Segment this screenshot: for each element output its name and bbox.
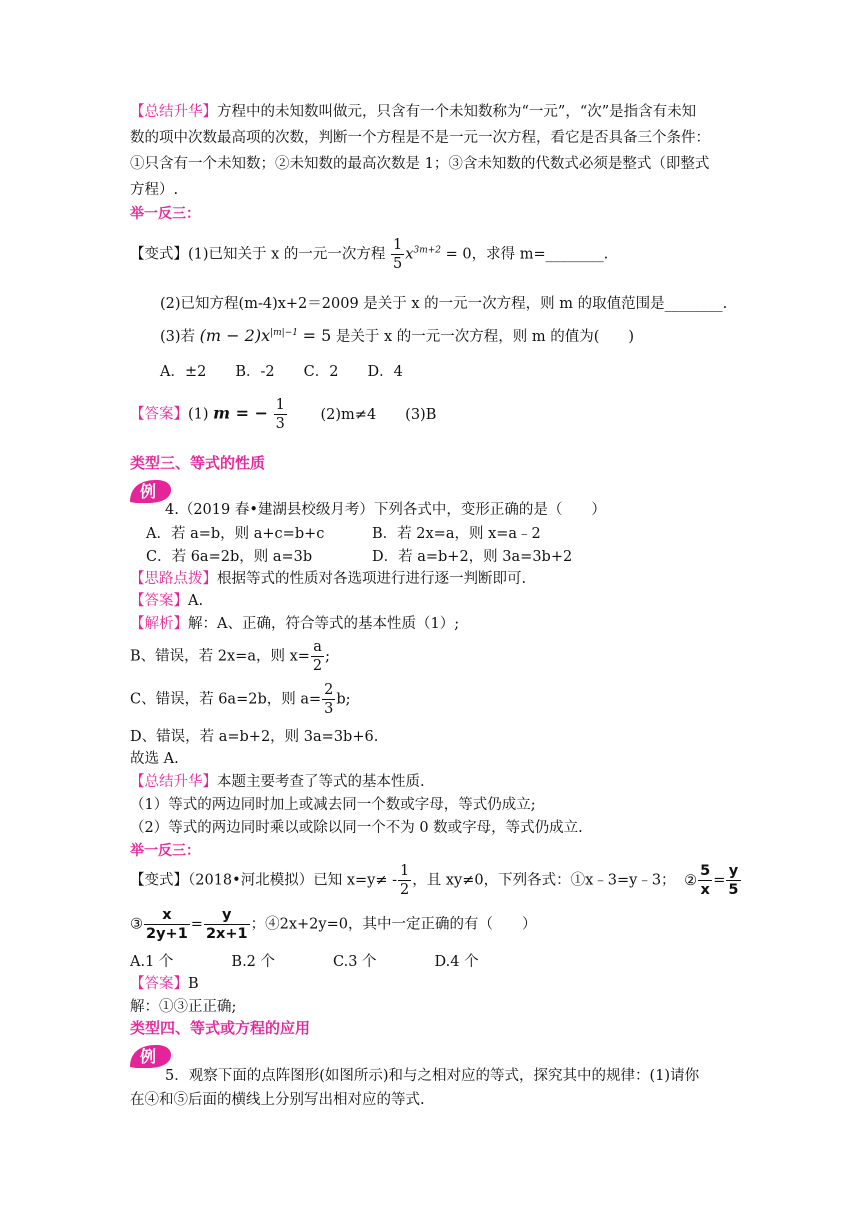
fraction-numerator: x: [144, 908, 190, 925]
answer-rest: (2)m≠4 (3)B: [320, 406, 437, 423]
practice-options: A．±2 B．-2 C．2 D．4: [160, 364, 403, 380]
analysis-tail: b;: [336, 691, 351, 708]
analysis-tag: 【解析】: [130, 616, 188, 632]
question-tail: 是关于 x 的一元一次方程，则 m 的值为( ): [335, 329, 635, 345]
practice2-solution: 解：①③正正确;: [130, 999, 237, 1015]
answer-text: B: [188, 976, 199, 992]
question-text: （2018•河北模拟）已知 x=y≠ -: [188, 872, 397, 889]
math-expression: (m − 2)x: [199, 326, 271, 345]
hint-text: 根据等式的性质对各选项进行进行逐一判断即可.: [217, 571, 527, 587]
analysis-line-b: [130, 640, 330, 673]
fraction: [698, 864, 712, 897]
summary-tag: 【总结升华】: [130, 774, 217, 790]
hint-line: [130, 567, 526, 588]
analysis-line-c: [130, 683, 351, 716]
analysis-line: [130, 612, 459, 633]
practice-heading: 举一反三：: [130, 206, 200, 222]
fraction-denominator: x: [700, 881, 710, 898]
practice-question-3: [160, 325, 634, 346]
practice2-question: 【变式】（2018•河北模拟）已知 x=y≠ - $\frac{1}{2}$ ，且 xy≠0，下列各式：①x﹣3=y﹣3； ② $\frac{5}{x}$ = $\frac{y}{5}$: [130, 863, 739, 898]
practice2-question-cont: ③ $\frac{x}{2y+1}$ = $\frac{y}{2x+1}$ ；④2x+2y=0，其中一定正确的有（ ）: [130, 907, 537, 942]
question-tail: ，求得 m=________.: [471, 246, 609, 263]
analysis-line-d: D、错误，若 a=b+2，则 3a=3b+6.: [130, 729, 379, 745]
answer-line: [130, 589, 203, 610]
example-badge-label: 例: [140, 482, 157, 501]
answer-tag: 【答案】: [130, 406, 188, 423]
section-heading-type4: 类型四、等式或方程的应用: [130, 1019, 311, 1037]
example-badge-label: 例: [140, 1047, 157, 1066]
answer-prefix: (1): [188, 406, 209, 423]
summary-text-3: ①只含有一个未知数；②未知数的最高次数是 1；③含未知数的代数式必须是整式（即整式: [130, 156, 710, 172]
summary-text-4: 方程）.: [130, 182, 179, 198]
answer-tag: 【答案】: [130, 593, 188, 609]
fraction-numerator: 1: [400, 863, 410, 879]
math-exponent: 3m+2: [413, 245, 441, 256]
analysis-text: 解：A、正确，符合等式的基本性质（1）;: [188, 616, 460, 632]
practice2-answer: [130, 972, 199, 993]
fraction-denominator: 5: [393, 255, 403, 272]
rule-2: （2）等式的两边同时乘以或除以同一个不为 0 数或字母，等式仍成立.: [130, 820, 583, 836]
fraction-denominator: 2: [400, 881, 410, 898]
answer-text: A.: [188, 593, 204, 609]
math-expression: m = −: [213, 403, 269, 423]
option-d: D．若 a=b+2，则 3a=3b+2: [372, 549, 573, 565]
summary-text: 本题主要考查了等式的基本性质.: [217, 774, 425, 790]
summary-paragraph-line1: [130, 100, 696, 121]
fraction-denominator: 2y+1: [146, 925, 188, 942]
practice-question-1: [130, 238, 608, 271]
option-b: B．若 2x=a，则 x=a﹣2: [372, 526, 541, 542]
variant-tag: 【变式】: [130, 872, 188, 889]
analysis-tail: ;: [325, 648, 331, 665]
practice-question-2: (2)已知方程(m-4)x+2＝2009 是关于 x 的一元一次方程，则 m 的取值范围是________.: [160, 296, 728, 312]
example-question-line2: 在④和⑤后面的横线上分别写出相对应的等式.: [130, 1092, 425, 1108]
question-tail: ；④2x+2y=0，其中一定正确的有（ ）: [250, 916, 537, 933]
math-variable: x: [405, 246, 414, 263]
fraction: [322, 683, 335, 716]
choose-line: 故选 A.: [130, 751, 179, 767]
option-a: A．若 a=b，则 a+c=b+c: [146, 526, 325, 542]
variant-tag: 【变式】: [130, 246, 188, 263]
rule-1: （1）等式的两边同时加上或减去同一个数或字母，等式仍成立;: [130, 797, 536, 813]
fraction-numerator: 5: [700, 863, 711, 879]
summary-tag: 【总结升华】: [130, 104, 217, 120]
fraction-numerator: 1: [393, 237, 403, 253]
item-2-label: ②: [684, 872, 698, 889]
hint-tag: 【思路点拨】: [130, 571, 217, 587]
practice2-heading: 举一反三：: [130, 843, 200, 859]
fraction-denominator: 2x+1: [205, 925, 248, 942]
fraction: [274, 398, 287, 431]
fraction: [391, 238, 404, 271]
fraction: [144, 908, 190, 941]
analysis-text: B、错误，若 2x=a，则 x=: [130, 648, 310, 665]
fraction-denominator: 5: [728, 881, 739, 898]
fraction: [204, 908, 250, 941]
question-text: (1)已知关于 x 的一元一次方程: [188, 246, 386, 263]
summary-text-1: 方程中的未知数叫做元，只含有一个未知数称为“一元”，“次”是指含有未知: [217, 104, 697, 120]
section-heading-type3: 类型三、等式的性质: [130, 454, 266, 472]
example-question: 4.（2019 春•建湖县校级月考）下列各式中，变形正确的是（ ）: [165, 502, 606, 518]
fraction-denominator: 2: [312, 657, 323, 674]
math-equals: = 5: [302, 326, 332, 345]
math-equals: = 0: [445, 246, 472, 263]
summary-text-2: 数的项中次数最高项的次数，判断一个方程是不是一元一次方程，看它是否具备三个条件：: [130, 130, 710, 146]
answer-tag: 【答案】: [130, 976, 188, 992]
fraction: [311, 640, 324, 673]
item-3-label: ③: [130, 916, 143, 933]
fraction-numerator: 1: [275, 397, 285, 413]
fraction-numerator: y: [204, 908, 250, 925]
option-c: C．若 6a=2b，则 a=3b: [146, 549, 313, 565]
question-text: (3)若: [160, 329, 196, 345]
fraction: [726, 864, 740, 897]
fraction-numerator: y: [726, 864, 740, 881]
fraction-denominator: 3: [275, 415, 285, 432]
summary-line: [130, 770, 425, 791]
fraction-numerator: 2: [324, 682, 334, 698]
fraction-numerator: a: [311, 640, 324, 657]
practice2-options: A.1 个 B.2 个 C.3 个 D.4 个: [130, 954, 479, 970]
analysis-text: C、错误，若 6a=2b，则 a=: [130, 691, 322, 708]
practice-answer: [130, 398, 436, 431]
question-middle: ，且 xy≠0，下列各式：①x﹣3=y﹣3；: [412, 872, 676, 889]
math-exponent: |m|−1: [270, 328, 298, 339]
fraction: [398, 864, 411, 897]
fraction-denominator: 3: [324, 700, 334, 717]
example-question-line1: 5．观察下面的点阵图形(如图所示)和与之相对应的等式，探究其中的规律：(1)请你: [165, 1068, 700, 1084]
